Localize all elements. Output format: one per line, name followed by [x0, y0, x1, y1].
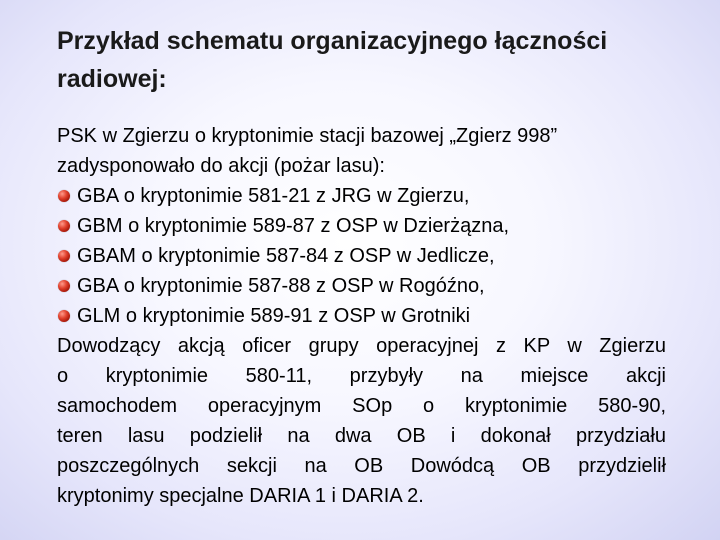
list-item-text: GBA o kryptonimie 587-88 z OSP w Rogóźno,	[77, 275, 485, 297]
closing-line-1: Dowodzący akcją oficer grupy operacyjnej z KP w Zgierzu	[57, 335, 666, 357]
list-item-text: GBA o kryptonimie 581-21 z JRG w Zgierzu,	[77, 185, 470, 207]
list-item-text: GLM o kryptonimie 589-91 z OSP w Grotniki	[77, 305, 471, 327]
closing-line-6: kryptonimy specjalne DARIA 1 i DARIA 2.	[57, 485, 424, 507]
red-sphere-bullet-icon	[58, 280, 70, 292]
list-item	[57, 181, 666, 211]
closing-paragraph	[57, 331, 666, 511]
red-sphere-bullet-icon	[58, 250, 70, 262]
red-sphere-bullet-icon	[58, 310, 70, 322]
list-item	[57, 241, 666, 271]
unit-list	[57, 181, 666, 331]
closing-line-5: poszczególnych sekcji na OB Dowódcą OB przydzielił	[57, 455, 666, 477]
closing-line-4: teren lasu podzielił na dwa OB i dokonał przydziału	[57, 425, 666, 447]
intro-line-1: PSK w Zgierzu o kryptonimie stacji bazowej „Zgierz 998”	[57, 125, 558, 147]
title-line-1: Przykład schematu organizacyjnego łączności	[57, 27, 608, 55]
list-item	[57, 301, 666, 331]
list-item-text: GBM o kryptonimie 589-87 z OSP w Dzierżązna,	[77, 215, 510, 237]
title-line-2: radiowej:	[57, 65, 167, 93]
red-sphere-bullet-icon	[58, 220, 70, 232]
closing-line-2: o kryptonimie 580-11, przybyły na miejsce akcji	[57, 365, 666, 387]
list-item	[57, 211, 666, 241]
list-item	[57, 271, 666, 301]
closing-line-3: samochodem operacyjnym SOp o kryptonimie 580-90,	[57, 395, 666, 417]
list-item-text: GBAM o kryptonimie 587-84 z OSP w Jedlicze,	[77, 245, 495, 267]
intro-line-2: zadysponowało do akcji (pożar lasu):	[57, 155, 385, 177]
slide-body	[57, 121, 666, 511]
red-sphere-bullet-icon	[58, 190, 70, 202]
slide-title	[57, 22, 687, 98]
